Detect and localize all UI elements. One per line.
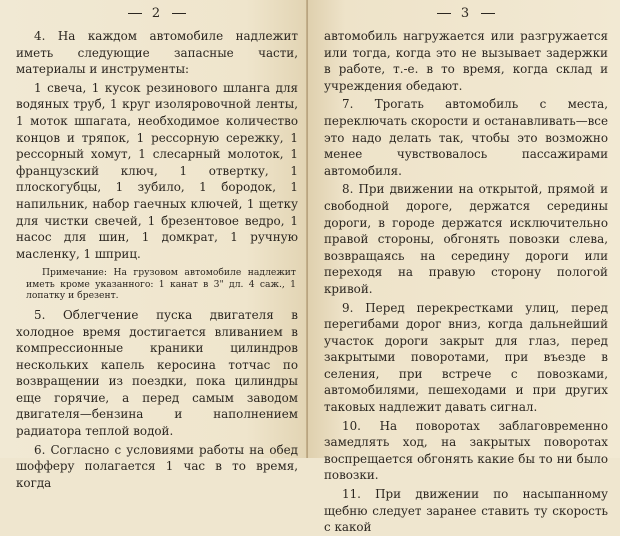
paragraph-4: 4. На каждом автомобиле надлежит иметь следующие запасные части, материалы и инструменты: xyxy=(16,29,298,77)
page-number-dash xyxy=(172,13,186,14)
paragraph-9: 9. Перед перекрестками улиц, перед перегибами дорог вниз, когда дальнейший участок дороги закрыт для глаз, перед закрытыми поворотами, при въезде в селения, при встрече с повозками, автомобилями, пешеходами и при других таковых надлежит давать сигнал. xyxy=(324,300,608,415)
paragraph-6: 6. Согласно с условиями работы на обед шофферу полагается 1 час в то время, когда xyxy=(16,442,298,490)
right-page xyxy=(308,0,620,535)
note-paragraph: Примечание: На грузовом автомобиле надлежит иметь кроме указанного: 1 канат в 3" дл. 4 саж., 1 лопатку и брезент. xyxy=(26,267,296,301)
paragraph-8: 8. При движении на открытой, прямой и свободной дороге, держатся середины дороги, в городе держатся исключительно правой стороны, обгонять повозки слева, возвращаясь на середину дороги или переходя на правую сторону пологой кривой. xyxy=(324,182,608,296)
page-number-dash xyxy=(128,13,142,14)
page-number xyxy=(324,6,608,22)
paragraph-11: 11. При движении по насыпанному щебню следует заранее ставить ту скорость с какой xyxy=(324,487,608,535)
paragraph-7: 7. Трогать автомобиль с места, переключать скорости и останавливать—все это надо делать так, чтобы это возможно менее чувствовалось пассажирами автомобиля. xyxy=(324,97,608,178)
left-page xyxy=(0,0,308,490)
page-number-dash xyxy=(437,13,451,14)
page-number xyxy=(16,6,298,22)
page-number-text: 3 xyxy=(460,6,472,21)
paragraph-10: 10. На поворотах заблаговременно замедлять ход, на закрытых поворотах воспрещается обгонять какие бы то ни было повозки. xyxy=(324,418,608,483)
paragraph-5: 5. Облегчение пуска двигателя в холодное время достигается вливанием в компрессионные краники цилиндров нескольких капель керосина тотчас по возвращении из поездки, пока цилиндры еще горячие, а перед самым заводом двигателя—бензина и наполнением радиатора теплой водой. xyxy=(16,307,298,439)
page-number-dash xyxy=(481,13,495,14)
page-number-text: 2 xyxy=(151,6,163,21)
parts-list-paragraph: 1 свеча, 1 кусок резинового шланга для водяных труб, 1 круг изоляровочной ленты, 1 моток шпагата, необходимое количество концов и тряпок, 1 рессорную сережку, 1 рессорный хомут, 1 слесарный молоток, 1 французский ключ, 1 отвертку, 1 плоскогубцы, 1 зубило, 1 бородок, 1 напильник, набор гаечных ключей, 1 щетку для чистки свечей, 1 брезентовое ведро, 1 насос для шин, 1 домкрат, 1 ручную масленку, 1 шприц. xyxy=(16,80,298,261)
paragraph-6-continued: автомобиль нагружается или разгружается или тогда, когда это не вызывает задержки в работе, т.-е. в то время, когда склад и учреждения обедают. xyxy=(324,29,608,93)
